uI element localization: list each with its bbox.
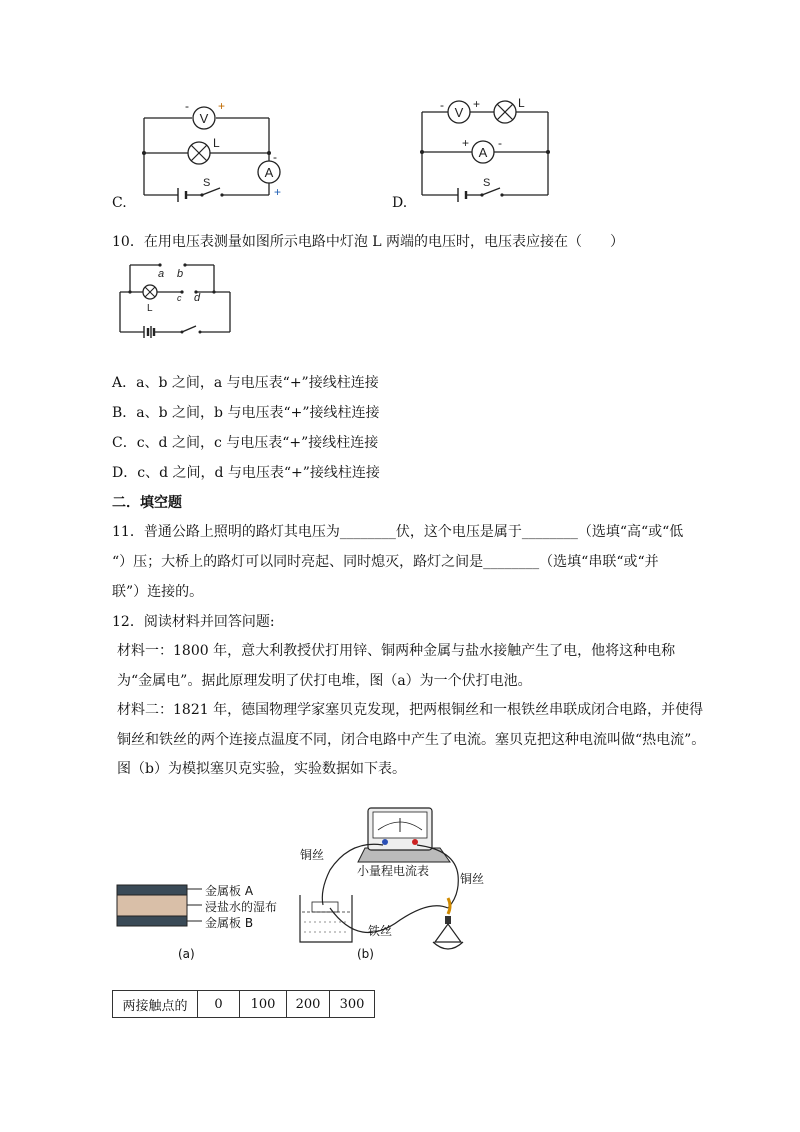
ammeter-minus: - <box>273 150 277 164</box>
q11-line1: 11．普通公路上照明的路灯其电压为________伏，这个电压是属于________（选填“高“或“低 <box>112 524 684 540</box>
battery-icon <box>144 326 154 338</box>
figure-a-voltaic-cell <box>112 875 282 965</box>
switch-label: S <box>483 177 491 189</box>
voltmeter-symbol: V <box>454 105 464 120</box>
voltmeter-icon <box>448 101 470 123</box>
q10-option-a: A．a、b 之间，a 与电压表“+”接线柱连接 <box>112 375 379 391</box>
ammeter-icon <box>472 141 494 163</box>
q10-option-b: B．a、b 之间，b 与电压表“+”接线柱连接 <box>112 405 380 421</box>
voltmeter-minus: - <box>185 99 189 113</box>
ammeter-symbol: A <box>264 165 274 180</box>
option-c-label: C. <box>112 195 127 211</box>
table-header-cell: 两接触点的 <box>113 991 198 1018</box>
lamp-icon <box>143 285 157 299</box>
terminal-d-label: d <box>194 292 201 304</box>
label-wet-cloth: 浸盐水的湿布 <box>205 900 278 914</box>
ammeter-icon <box>258 161 280 183</box>
terminal-b-label: b <box>177 268 184 280</box>
table-cell: 300 <box>330 991 375 1018</box>
label-copper-wire-right: 铜丝 <box>460 872 485 886</box>
table-cell: 100 <box>240 991 287 1018</box>
ammeter-minus: - <box>498 136 502 150</box>
switch-label: S <box>203 177 211 189</box>
ammeter-symbol: A <box>478 145 488 160</box>
q10-option-c: C．c、d 之间，c 与电压表“+”接线柱连接 <box>112 435 379 451</box>
q12-material1: 材料一：1800 年，意大利教授伏打用锌、铜两种金属与盐水接触产生了电，他将这种电称为“金属电”。据此原理发明了伏打电堆，图（a）为一个伏打电池。 <box>117 643 676 689</box>
lamp-label: L <box>213 136 220 150</box>
voltmeter-plus: + <box>218 99 226 113</box>
label-plate-b: 金属板 B <box>205 916 254 930</box>
lamp-label: L <box>147 303 153 314</box>
voltmeter-plus: + <box>473 97 481 111</box>
battery-icon <box>458 188 466 202</box>
voltmeter-minus: - <box>440 98 444 112</box>
q10-option-d: D．c、d 之间，d 与电压表“+”接线柱连接 <box>112 465 380 481</box>
ammeter-icon <box>358 808 450 862</box>
q12-material2: 材料二：1821 年，德国物理学家塞贝克发现，把两根铜丝和一根铁丝串联成闭合电路，并使得铜丝和铁丝的两个连接点温度不同，闭合电路中产生了电流。塞贝克把这种电流叫做“热电流”。图（b）为模拟塞贝克实验，实验数据如下表。 <box>117 702 706 777</box>
beaker-icon <box>300 895 352 942</box>
q12-stem: 12．阅读材料并回答问题: <box>112 614 275 630</box>
data-table <box>112 990 375 1018</box>
q9-option-d-figure <box>390 95 580 215</box>
q9-option-c-figure <box>110 95 310 215</box>
label-small-range-ammeter: 小量程电流表 <box>357 864 430 878</box>
table-row <box>113 991 375 1018</box>
q10-figure <box>110 255 240 345</box>
figure-b-caption: (b) <box>357 947 374 961</box>
battery-icon <box>178 188 186 202</box>
lamp-icon <box>188 142 210 164</box>
q11-line2: “）压；大桥上的路灯可以同时亮起、同时熄灭，路灯之间是________（选填“串联“或“并 <box>112 554 659 570</box>
label-iron-wire: 铁丝 <box>368 924 393 938</box>
voltmeter-symbol: V <box>199 111 209 126</box>
q10-stem: 10．在用电压表测量如图所示电路中灯泡 L 两端的电压时，电压表应接在（ ） <box>112 234 625 250</box>
option-d-label: D. <box>392 195 408 211</box>
terminal-c-label: c <box>177 293 182 303</box>
lamp-label: L <box>518 96 525 110</box>
q11-line3: 联”）连接的。 <box>112 584 204 600</box>
table-cell: 0 <box>198 991 240 1018</box>
lamp-icon <box>494 101 516 123</box>
label-copper-wire-left: 铜丝 <box>300 848 325 862</box>
table-cell: 200 <box>287 991 330 1018</box>
terminal-a-label: a <box>158 268 165 280</box>
section-title: 二．填空题 <box>112 495 182 511</box>
ammeter-plus: + <box>274 185 282 199</box>
voltmeter-icon <box>193 107 215 129</box>
label-plate-a: 金属板 A <box>205 884 254 898</box>
ammeter-plus: + <box>462 136 470 150</box>
figure-a-caption: (a) <box>178 947 195 961</box>
